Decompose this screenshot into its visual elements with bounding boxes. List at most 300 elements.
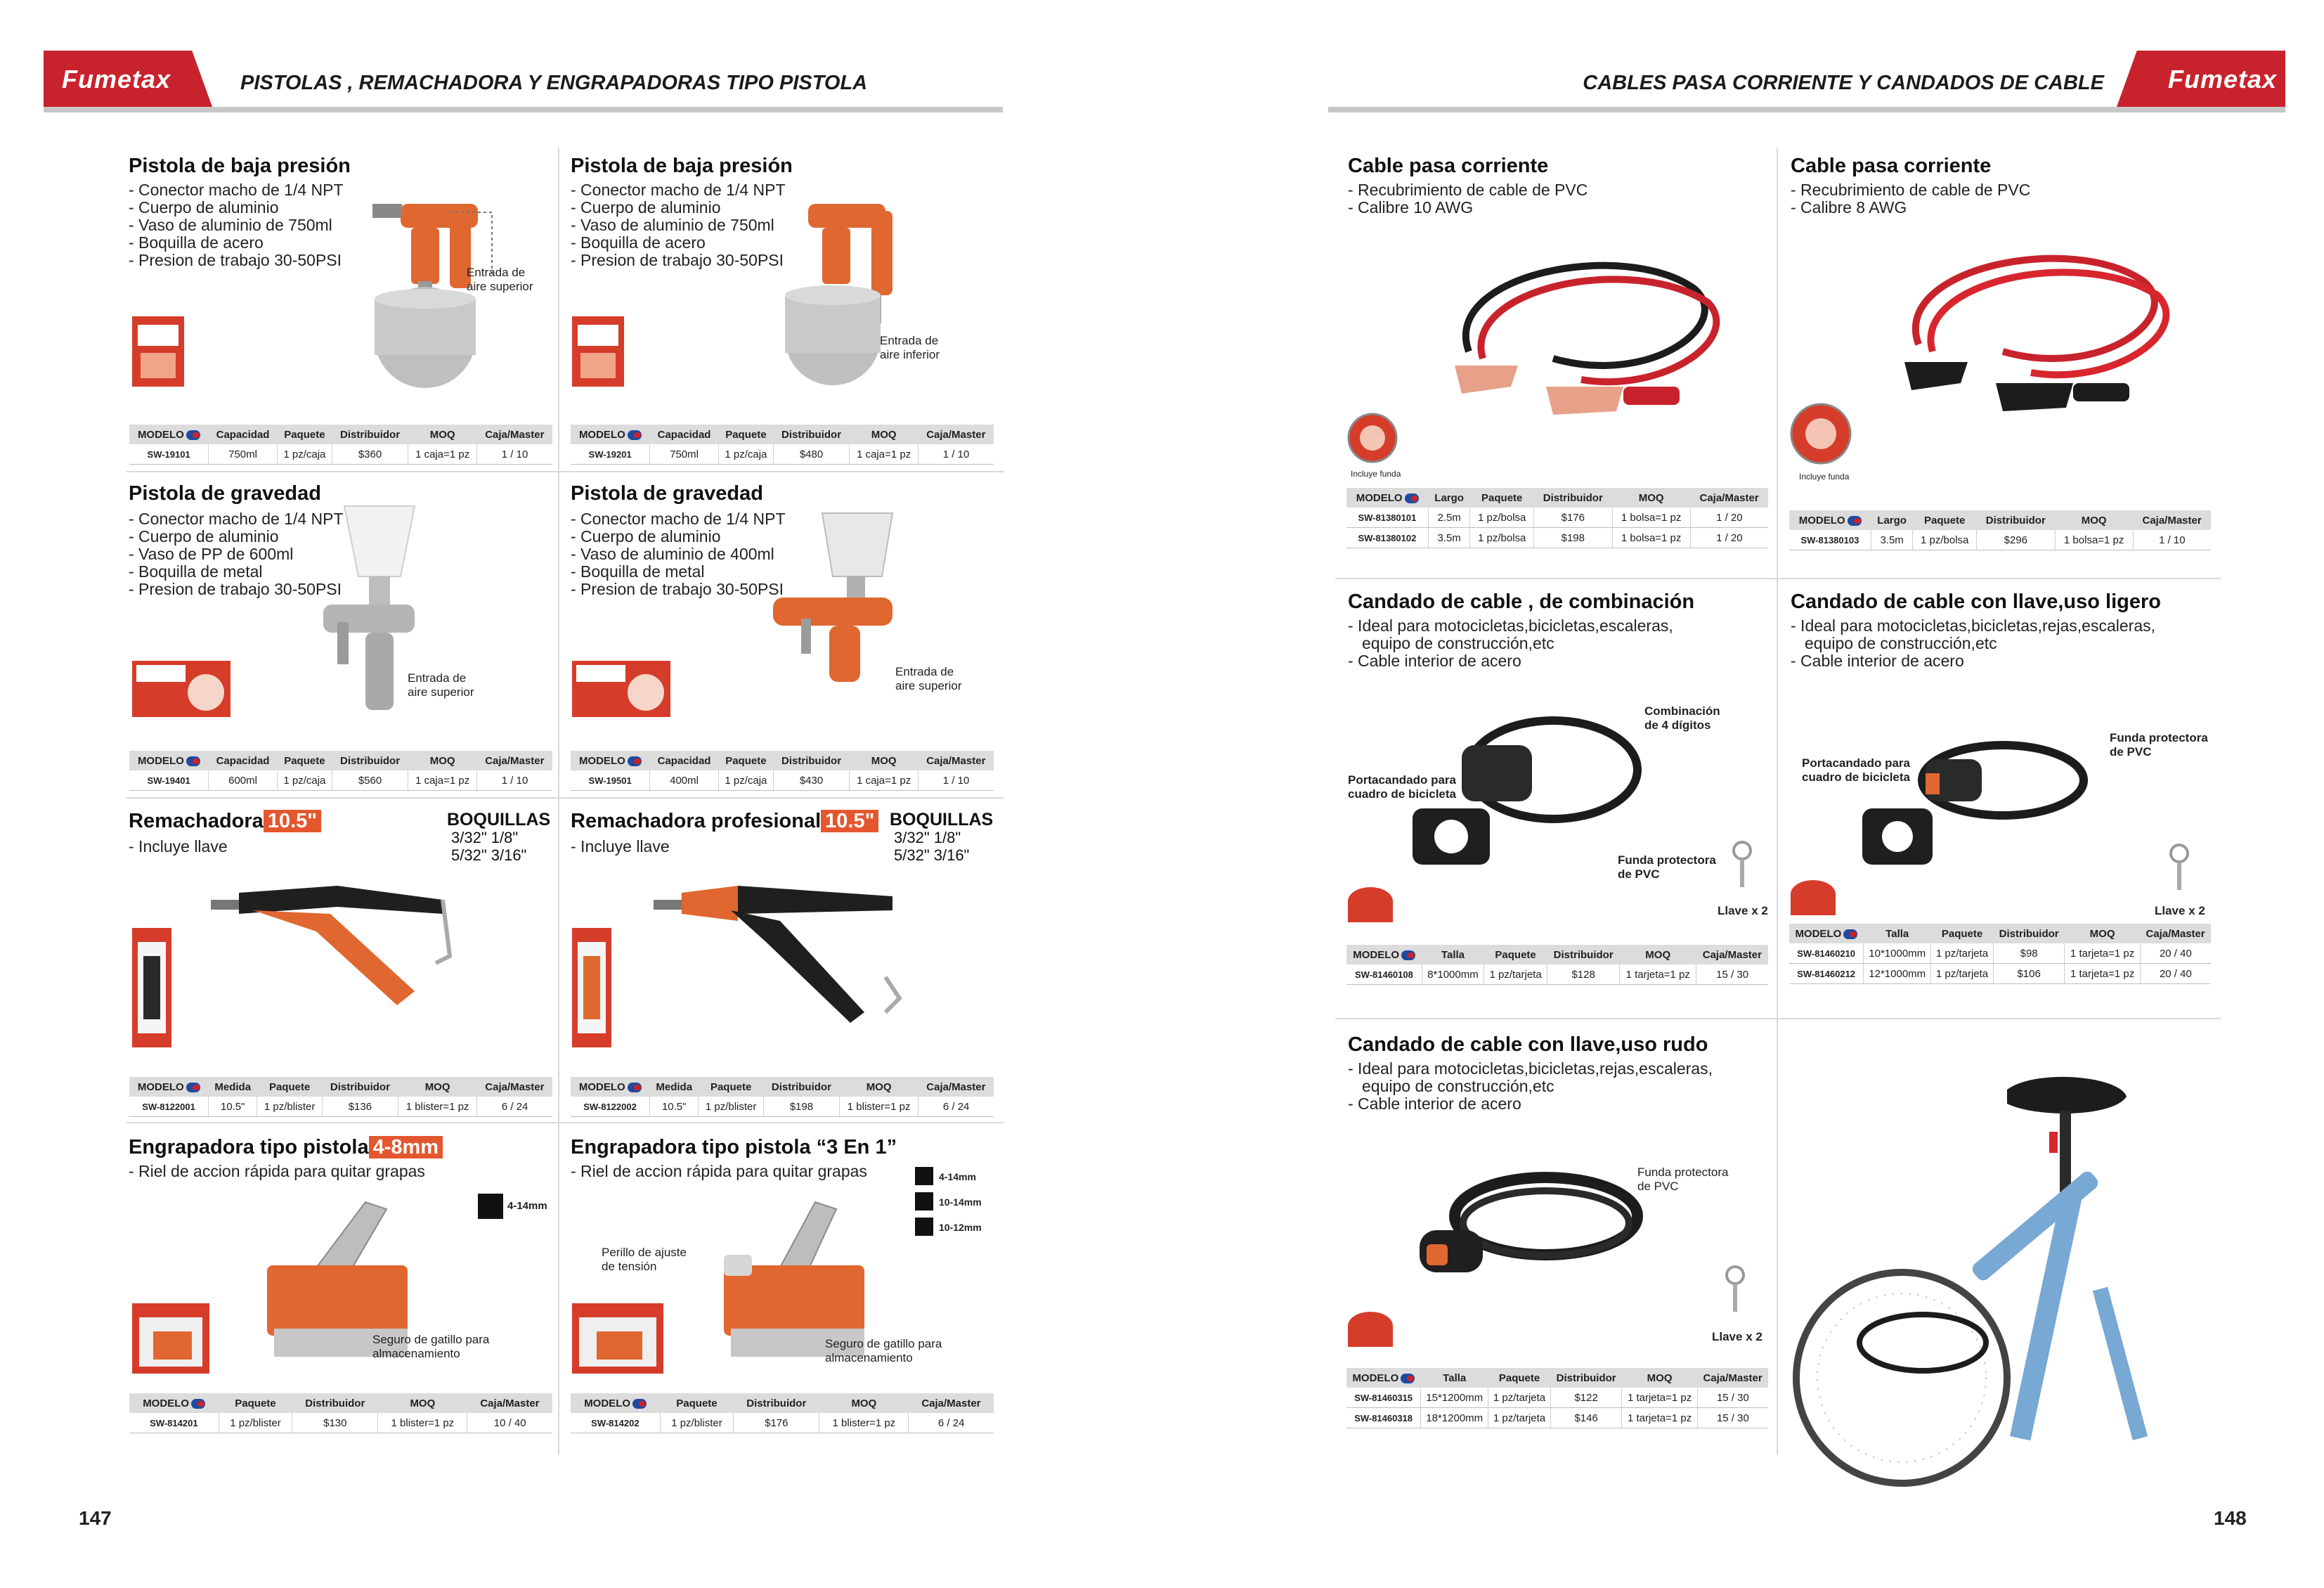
title-text: Remachadora profesional <box>571 810 822 832</box>
col-header: Caja/Master <box>2133 510 2211 530</box>
cell: $130 <box>292 1413 378 1433</box>
spec-table <box>571 1393 994 1433</box>
product-box-image <box>132 661 231 717</box>
cell: 1 pz/tarjeta <box>1488 1388 1551 1408</box>
cell: $296 <box>1976 530 2055 550</box>
cell: 20 / 40 <box>2140 964 2211 984</box>
col-header: Paquete <box>1484 945 1547 964</box>
blister-pack-image <box>572 928 611 1047</box>
col-header: Distribuidor <box>1976 510 2055 530</box>
col-header: Largo <box>1428 488 1470 508</box>
left-header-rule <box>44 107 1003 112</box>
product-features <box>1791 181 2030 217</box>
keys-count: Llave x 2 <box>1712 1330 1763 1343</box>
feature-line: equipo de construcción,etc <box>1362 1077 1554 1095</box>
staple-type-icon <box>915 1192 933 1211</box>
blister-pack-image <box>132 928 171 1047</box>
callout-line-text: aire superior <box>467 280 533 293</box>
nozzle-sizes: 3/32" 1/8" <box>451 829 519 846</box>
feature-line: - Presion de trabajo 30-50PSI <box>571 580 784 598</box>
jumper-cables-image <box>1890 239 2186 415</box>
callout-line-text: de PVC <box>2110 745 2152 759</box>
cell: 1 pz/caja <box>718 770 773 791</box>
product-title <box>129 810 321 833</box>
cell: 6 / 24 <box>918 1097 994 1117</box>
blister-pack-image <box>132 1303 209 1374</box>
cell: 1 tarjeta=1 pz <box>1620 964 1696 985</box>
feature-line: - Calibre 10 AWG <box>1348 198 1474 217</box>
table-row <box>129 770 552 791</box>
col-header: Paquete <box>660 1393 734 1413</box>
cell: 1 / 10 <box>477 770 552 791</box>
col-header: Caja/Master <box>918 751 994 770</box>
cell: 10 / 40 <box>467 1413 552 1433</box>
product-features <box>571 181 786 269</box>
cell: 1 / 10 <box>918 444 994 465</box>
cell: 1 blister=1 pz <box>819 1413 909 1433</box>
callout-line-text: aire superior <box>895 679 962 692</box>
product-title: Engrapadora tipo pistola “3 En 1” <box>571 1136 897 1158</box>
cell: 1 pz/bolsa <box>1913 530 1977 550</box>
col-header: Capacidad <box>650 425 719 444</box>
col-header: Capacidad <box>209 425 278 444</box>
cell: 1 blister=1 pz <box>839 1097 918 1117</box>
col-header: Caja/Master <box>1696 945 1768 964</box>
table-row <box>571 1097 994 1117</box>
cell: 6 / 24 <box>477 1097 552 1117</box>
col-header: Distribuidor <box>292 1393 378 1413</box>
spec-table <box>129 425 552 465</box>
col-header: Caja/Master <box>477 425 552 444</box>
air-inlet-callout <box>895 665 962 693</box>
feature-line: - Presion de trabajo 30-50PSI <box>129 580 342 598</box>
col-header: Paquete <box>1470 488 1534 508</box>
cell: 1 pz/blister <box>219 1413 292 1433</box>
col-header: MODELO <box>129 425 209 444</box>
feature-line: - Ideal para motocicletas,bicicletas,escaleras, <box>1348 617 1673 635</box>
air-inlet-callout <box>880 334 940 362</box>
product-box-image <box>572 661 670 717</box>
product-features <box>1791 617 2155 670</box>
feature-line: - Cable interior de acero <box>1348 652 1521 670</box>
table-row <box>571 1413 994 1433</box>
cell: 1 caja=1 pz <box>850 444 918 465</box>
feature-line: - Vaso de aluminio de 400ml <box>571 545 774 563</box>
cell: 1 blister=1 pz <box>398 1097 476 1117</box>
callout-line-text: Entrada de <box>467 266 526 279</box>
cable-lock-image <box>1862 731 2087 886</box>
cell: 18*1200mm <box>1421 1408 1488 1428</box>
nozzles-list <box>447 811 550 864</box>
product-title: Candado de cable con llave,uso ligero <box>1791 590 2161 613</box>
product-title: Pistola de baja presión <box>129 155 351 177</box>
cell: SW-81460210 <box>1789 943 1864 964</box>
jumper-cables-image <box>1441 246 1736 422</box>
title-text: Remachadora <box>129 810 264 832</box>
product-title: Cable pasa corriente <box>1791 155 1992 177</box>
feature-line: - Incluye llave <box>129 837 228 856</box>
feature-line: - Cuerpo de aluminio <box>571 527 721 546</box>
cell: $146 <box>1550 1408 1622 1428</box>
col-header: Caja/Master <box>1697 1368 1768 1388</box>
table-row <box>1789 964 2211 984</box>
callout-line-text: almacenamiento <box>372 1347 460 1360</box>
staple-size-label: 4-14mm <box>507 1200 547 1212</box>
product-features <box>1348 181 1588 217</box>
cell: 400ml <box>650 770 719 791</box>
cell: $198 <box>1533 528 1612 548</box>
callout-line-text: de PVC <box>1637 1180 1679 1193</box>
air-inlet-callout <box>467 266 533 294</box>
feature-line: - Riel de accion rápida para quitar grapas <box>571 1162 867 1180</box>
cell: 3.5m <box>1428 528 1470 548</box>
cell: 750ml <box>209 444 278 465</box>
col-header: MOQ <box>408 425 477 444</box>
staple-size-label: 10-14mm <box>939 1196 982 1208</box>
callout-line-text: de 4 dígitos <box>1644 718 1711 732</box>
col-header: MODELO <box>571 1077 650 1097</box>
cell: $480 <box>773 444 849 465</box>
product-features <box>1348 617 1673 670</box>
cell: 1 blister=1 pz <box>378 1413 467 1433</box>
cell: $176 <box>734 1413 819 1433</box>
left-column-divider <box>558 148 559 1455</box>
feature-line: - Vaso de aluminio de 750ml <box>571 216 774 234</box>
cell: 1 pz/blister <box>699 1097 763 1117</box>
cell: $430 <box>773 770 849 791</box>
pvc-cover-callout <box>1618 853 1716 882</box>
cell: 1 / 10 <box>918 770 994 791</box>
col-header: MODELO <box>129 1077 209 1097</box>
staple-size-label: 4-14mm <box>939 1171 976 1182</box>
product-box-image <box>572 316 624 387</box>
pvc-cover-callout <box>2110 731 2208 759</box>
feature-line: - Conector macho de 1/4 NPT <box>129 181 344 199</box>
left-row-divider-2 <box>126 797 1004 799</box>
feature-line: - Cable interior de acero <box>1791 652 1964 670</box>
riveter-image <box>654 879 878 1019</box>
feature-line: - Incluye llave <box>571 837 670 856</box>
cell: $98 <box>1993 943 2065 964</box>
feature-line: equipo de construcción,etc <box>1362 634 1554 652</box>
feature-line: - Conector macho de 1/4 NPT <box>571 181 786 199</box>
spec-table <box>571 1077 994 1117</box>
cell: 1 pz/blister <box>257 1097 322 1117</box>
cell: SW-19201 <box>571 444 650 465</box>
product-features <box>571 838 670 856</box>
cell: 1 bolsa=1 pz <box>2055 530 2133 550</box>
feature-line: - Cuerpo de aluminio <box>129 198 279 217</box>
cell: 15 / 30 <box>1697 1388 1768 1408</box>
size-highlight: 10.5" <box>264 810 321 832</box>
feature-line: - Recubrimiento de cable de PVC <box>1348 181 1588 199</box>
col-header: MODELO <box>1346 1368 1421 1388</box>
col-header: Distribuidor <box>773 425 849 444</box>
cell: $136 <box>322 1097 398 1117</box>
callout-line-text: Entrada de <box>895 665 954 678</box>
nozzles-title: BOQUILLAS <box>890 810 994 829</box>
flag-icon <box>1843 929 1857 939</box>
table-row <box>1346 528 1768 548</box>
col-header: Distribuidor <box>322 1077 398 1097</box>
table-row <box>571 444 994 465</box>
feature-line: equipo de construcción,etc <box>1805 634 1997 652</box>
feature-line: - Boquilla de metal <box>129 562 263 581</box>
spec-table <box>1789 510 2211 550</box>
col-header: Distribuidor <box>1993 924 2065 943</box>
bike-mount-callout <box>1348 773 1456 801</box>
cell: $198 <box>763 1097 839 1117</box>
spec-table <box>129 751 552 791</box>
col-header: MODELO <box>129 751 209 770</box>
col-header: MODELO <box>571 751 650 770</box>
col-header: MOQ <box>850 425 918 444</box>
brand-name: Fumetax <box>2168 65 2278 93</box>
feature-line: - Recubrimiento de cable de PVC <box>1791 181 2031 199</box>
callout-line-text: Entrada de <box>408 671 467 685</box>
nozzle-sizes: 5/32" 3/16" <box>894 846 970 864</box>
key-icon <box>1732 841 1753 890</box>
col-header: Paquete <box>277 751 332 770</box>
callout-line-text: de PVC <box>1618 867 1660 881</box>
right-page-number: 148 <box>2214 1507 2247 1529</box>
product-title: Candado de cable con llave,uso rudo <box>1348 1033 1708 1056</box>
flag-icon <box>1401 1374 1415 1383</box>
table-row <box>1346 1408 1768 1428</box>
trigger-lock-callout <box>825 1337 942 1365</box>
callout-line-text: Funda protectora <box>2110 731 2208 744</box>
feature-line: - Vaso de aluminio de 750ml <box>129 216 332 234</box>
cell: 1 / 10 <box>2133 530 2211 550</box>
bicycle-photo <box>1796 1076 2204 1441</box>
keys-count: Llave x 2 <box>1718 904 1768 917</box>
right-section-title: CABLES PASA CORRIENTE Y CANDADOS DE CABLE <box>1583 72 2104 94</box>
flag-icon <box>191 1399 205 1409</box>
callout-line-text: Funda protectora <box>1618 853 1716 867</box>
cell: SW-19401 <box>129 770 209 791</box>
spec-table <box>1346 488 1768 548</box>
key-icon <box>2169 844 2190 893</box>
col-header: Distribuidor <box>1533 488 1612 508</box>
feature-line: - Ideal para motocicletas,bicicletas,rejas,escaleras, <box>1791 617 2156 635</box>
callout-line-text: cuadro de bicicleta <box>1802 770 1910 784</box>
blister-pack-image <box>572 1303 663 1374</box>
col-header: MODELO <box>1789 924 1864 943</box>
product-features <box>129 838 228 856</box>
col-header: Distribuidor <box>1547 945 1620 964</box>
col-header: Paquete <box>1931 924 1994 943</box>
col-header: Paquete <box>1913 510 1977 530</box>
feature-line: - Calibre 8 AWG <box>1791 198 1907 217</box>
cell: SW-81460315 <box>1346 1388 1421 1408</box>
spec-table <box>571 751 994 791</box>
col-header: Caja/Master <box>918 1077 994 1097</box>
cell: 1 / 10 <box>477 444 552 465</box>
feature-line: - Riel de accion rápida para quitar grapas <box>129 1162 425 1180</box>
cell: 1 / 20 <box>1690 528 1768 548</box>
cell: $176 <box>1533 508 1612 528</box>
table-row <box>129 1097 552 1117</box>
flag-icon <box>186 1083 200 1092</box>
cell: SW-19101 <box>129 444 209 465</box>
spec-table <box>1789 924 2211 984</box>
col-header: Distribuidor <box>332 751 408 770</box>
key-icon <box>1725 1265 1746 1315</box>
col-header: Talla <box>1422 945 1484 964</box>
feature-line: - Cuerpo de aluminio <box>571 198 721 217</box>
col-header: Paquete <box>718 751 773 770</box>
riveter-image <box>211 872 436 1012</box>
flag-icon <box>1401 950 1415 960</box>
col-header: Caja/Master <box>2140 924 2211 943</box>
col-header: MOQ <box>1612 488 1690 508</box>
col-header: MOQ <box>1620 945 1696 964</box>
col-header: MOQ <box>378 1393 467 1413</box>
cell: SW-8122002 <box>571 1097 650 1117</box>
cell: SW-81380102 <box>1346 528 1428 548</box>
col-header: Paquete <box>1488 1368 1551 1388</box>
col-header: MOQ <box>839 1077 918 1097</box>
callout-line-text: Combinación <box>1644 704 1720 718</box>
package-card-image <box>1348 1312 1393 1347</box>
cell: 1 tarjeta=1 pz <box>2065 943 2140 964</box>
feature-line: - Ideal para motocicletas,bicicletas,rejas,escaleras, <box>1348 1059 1713 1078</box>
nozzles-title: BOQUILLAS <box>447 810 551 829</box>
cell: 1 tarjeta=1 pz <box>2065 964 2140 984</box>
col-header: Talla <box>1421 1368 1488 1388</box>
left-row-divider-1 <box>126 471 1004 472</box>
cell: 1 caja=1 pz <box>408 770 477 791</box>
product-features <box>129 1163 425 1180</box>
keys-count: Llave x 2 <box>2155 904 2205 917</box>
cell: SW-81460318 <box>1346 1408 1421 1428</box>
cell: 3.5m <box>1871 530 1913 550</box>
product-box-image <box>132 316 184 387</box>
flag-icon <box>1848 516 1862 526</box>
feature-line: - Boquilla de acero <box>129 233 264 252</box>
cell: 12*1000mm <box>1864 964 1931 984</box>
product-features <box>571 1163 867 1180</box>
table-row <box>129 1413 552 1433</box>
staple-type-icon <box>478 1194 503 1219</box>
size-highlight: 4-8mm <box>369 1136 443 1158</box>
cell: SW-81380101 <box>1346 508 1428 528</box>
pvc-cover-callout <box>1637 1166 1728 1194</box>
staple-type-icon <box>915 1218 933 1236</box>
callout-line-text: Portacandado para <box>1802 756 1910 770</box>
air-inlet-callout <box>408 671 474 699</box>
col-header: Caja/Master <box>909 1393 994 1413</box>
product-features <box>571 510 786 598</box>
cell: 15 / 30 <box>1696 964 1768 985</box>
callout-line-text: Funda protectora <box>1637 1166 1729 1179</box>
col-header: MOQ <box>2065 924 2140 943</box>
cell: $106 <box>1993 964 2065 984</box>
flag-icon <box>632 1399 647 1409</box>
trigger-lock-callout <box>372 1333 489 1361</box>
col-header: Paquete <box>718 425 773 444</box>
cell: 1 / 20 <box>1690 508 1768 528</box>
col-header: Medida <box>209 1077 257 1097</box>
cell: $360 <box>332 444 408 465</box>
cell: 1 bolsa=1 pz <box>1612 508 1690 528</box>
combination-callout <box>1644 704 1720 732</box>
staple-type-icon <box>915 1167 933 1185</box>
cell: $122 <box>1550 1388 1622 1408</box>
cell: 1 pz/bolsa <box>1470 508 1534 528</box>
callout-line-text: almacenamiento <box>825 1351 913 1364</box>
feature-line: - Conector macho de 1/4 NPT <box>129 510 344 528</box>
cell: 10*1000mm <box>1864 943 1931 964</box>
feature-line: - Cable interior de acero <box>1348 1095 1521 1113</box>
col-header: Capacidad <box>209 751 278 770</box>
cell: 1 tarjeta=1 pz <box>1622 1388 1697 1408</box>
package-card-image <box>1791 880 1836 915</box>
col-header: Talla <box>1864 924 1931 943</box>
right-column-divider <box>1777 148 1778 1455</box>
callout-line-text: aire superior <box>408 685 474 699</box>
feature-line: - Cuerpo de aluminio <box>129 527 279 546</box>
cable-lock-image <box>1420 1167 1644 1300</box>
feature-line: - Boquilla de metal <box>571 562 705 581</box>
cell: SW-19501 <box>571 770 650 791</box>
staple-size-label: 10-12mm <box>939 1222 982 1233</box>
spec-table <box>1346 1368 1768 1428</box>
nozzle-sizes: 3/32" 1/8" <box>894 829 961 846</box>
cell: 1 bolsa=1 pz <box>1612 528 1690 548</box>
product-title: Pistola de baja presión <box>571 155 793 177</box>
col-header: MODELO <box>1346 488 1428 508</box>
pouch-badge-image <box>1789 402 1852 465</box>
bike-mount-callout <box>1802 756 1910 785</box>
product-title: Cable pasa corriente <box>1348 155 1549 177</box>
cell: 2.5m <box>1428 508 1470 528</box>
left-brand-logo <box>62 65 171 94</box>
feature-line: - Conector macho de 1/4 NPT <box>571 510 786 528</box>
cell: 20 / 40 <box>2140 943 2211 964</box>
flag-icon <box>186 430 200 440</box>
feature-line: - Vaso de PP de 600ml <box>129 545 294 563</box>
product-title: Pistola de gravedad <box>129 482 321 505</box>
col-header: MODELO <box>129 1393 219 1413</box>
right-header-rule <box>1328 107 2285 112</box>
product-features <box>1348 1060 1713 1113</box>
table-row <box>1789 530 2211 550</box>
right-row-divider-1 <box>1335 578 2221 579</box>
callout-line-text: Portacandado para <box>1348 773 1456 787</box>
cell: SW-8122001 <box>129 1097 209 1117</box>
callout-line-text: Seguro de gatillo para <box>372 1333 490 1346</box>
nozzles-list <box>890 811 993 864</box>
gravity-gun-image <box>309 499 422 724</box>
table-row <box>571 770 994 791</box>
spec-table <box>571 425 994 465</box>
callout-line-text: Entrada de <box>880 334 939 347</box>
col-header: MOQ <box>398 1077 476 1097</box>
col-header: Paquete <box>277 425 332 444</box>
col-header: MOQ <box>1622 1368 1697 1388</box>
cell: 1 pz/bolsa <box>1470 528 1534 548</box>
title-text: Engrapadora tipo pistola <box>129 1136 369 1158</box>
col-header: MOQ <box>850 751 918 770</box>
col-header: MODELO <box>571 425 650 444</box>
cell: 1 caja=1 pz <box>850 770 918 791</box>
col-header: Largo <box>1871 510 1913 530</box>
col-header: Distribuidor <box>332 425 408 444</box>
left-page-number: 147 <box>79 1507 112 1529</box>
cell: 1 pz/tarjeta <box>1488 1408 1551 1428</box>
callout-line-text: de tensión <box>602 1260 657 1273</box>
